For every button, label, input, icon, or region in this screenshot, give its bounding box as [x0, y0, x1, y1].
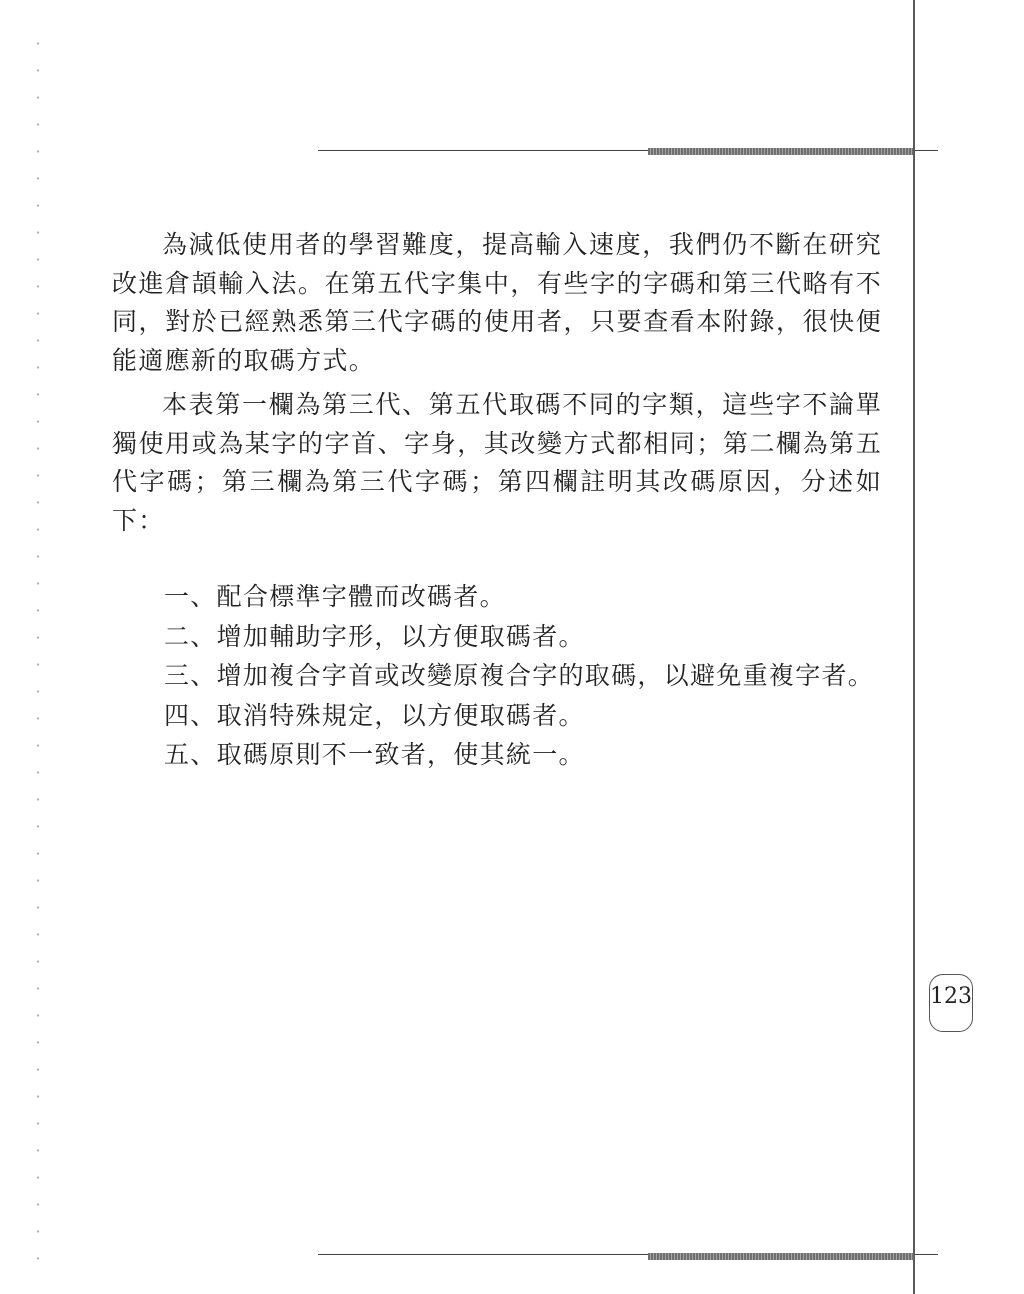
reason-list [164, 577, 884, 775]
header-rule-bar [648, 148, 914, 155]
footer-rule-bar [648, 1253, 914, 1260]
page-number: 123 [929, 974, 973, 1032]
intro-paragraph: 為減低使用者的學習難度，提高輸入速度，我們仍不斷在研究改進倉頡輸入法。在第五代字集中，有些字的字碼和第三代略有不同，對於已經熟悉第三代字碼的使用者，只要查看本附錄，很快便能適應新的取碼方式。 [112, 230, 882, 375]
table-explanation-paragraph: 本表第一欄為第三代、第五代取碼不同的字類，這些字不論單獨使用或為某字的字首、字身，其改變方式都相同；第二欄為第五代字碼；第三欄為第三代字碼；第四欄註明其改碼原因，分述如下： [112, 390, 882, 535]
header-rule [318, 146, 938, 156]
page-edge-rule [913, 0, 915, 1294]
reason-item-2: 二、增加輔助字形，以方便取碼者。 [164, 621, 585, 651]
reason-item-5: 五、取碼原則不一致者，使其統一。 [164, 740, 585, 769]
reason-item-4: 四、取消特殊規定，以方便取碼者。 [164, 700, 585, 730]
footer-rule [318, 1251, 938, 1261]
reason-item-3: 三、增加複合字首或改變原複合字的取碼，以避免重複字者。 [164, 661, 875, 690]
body-text [112, 226, 882, 546]
reason-item-1: 一、配合標準字體而改碼者。 [164, 582, 506, 611]
binding-dots [36, 30, 40, 1270]
